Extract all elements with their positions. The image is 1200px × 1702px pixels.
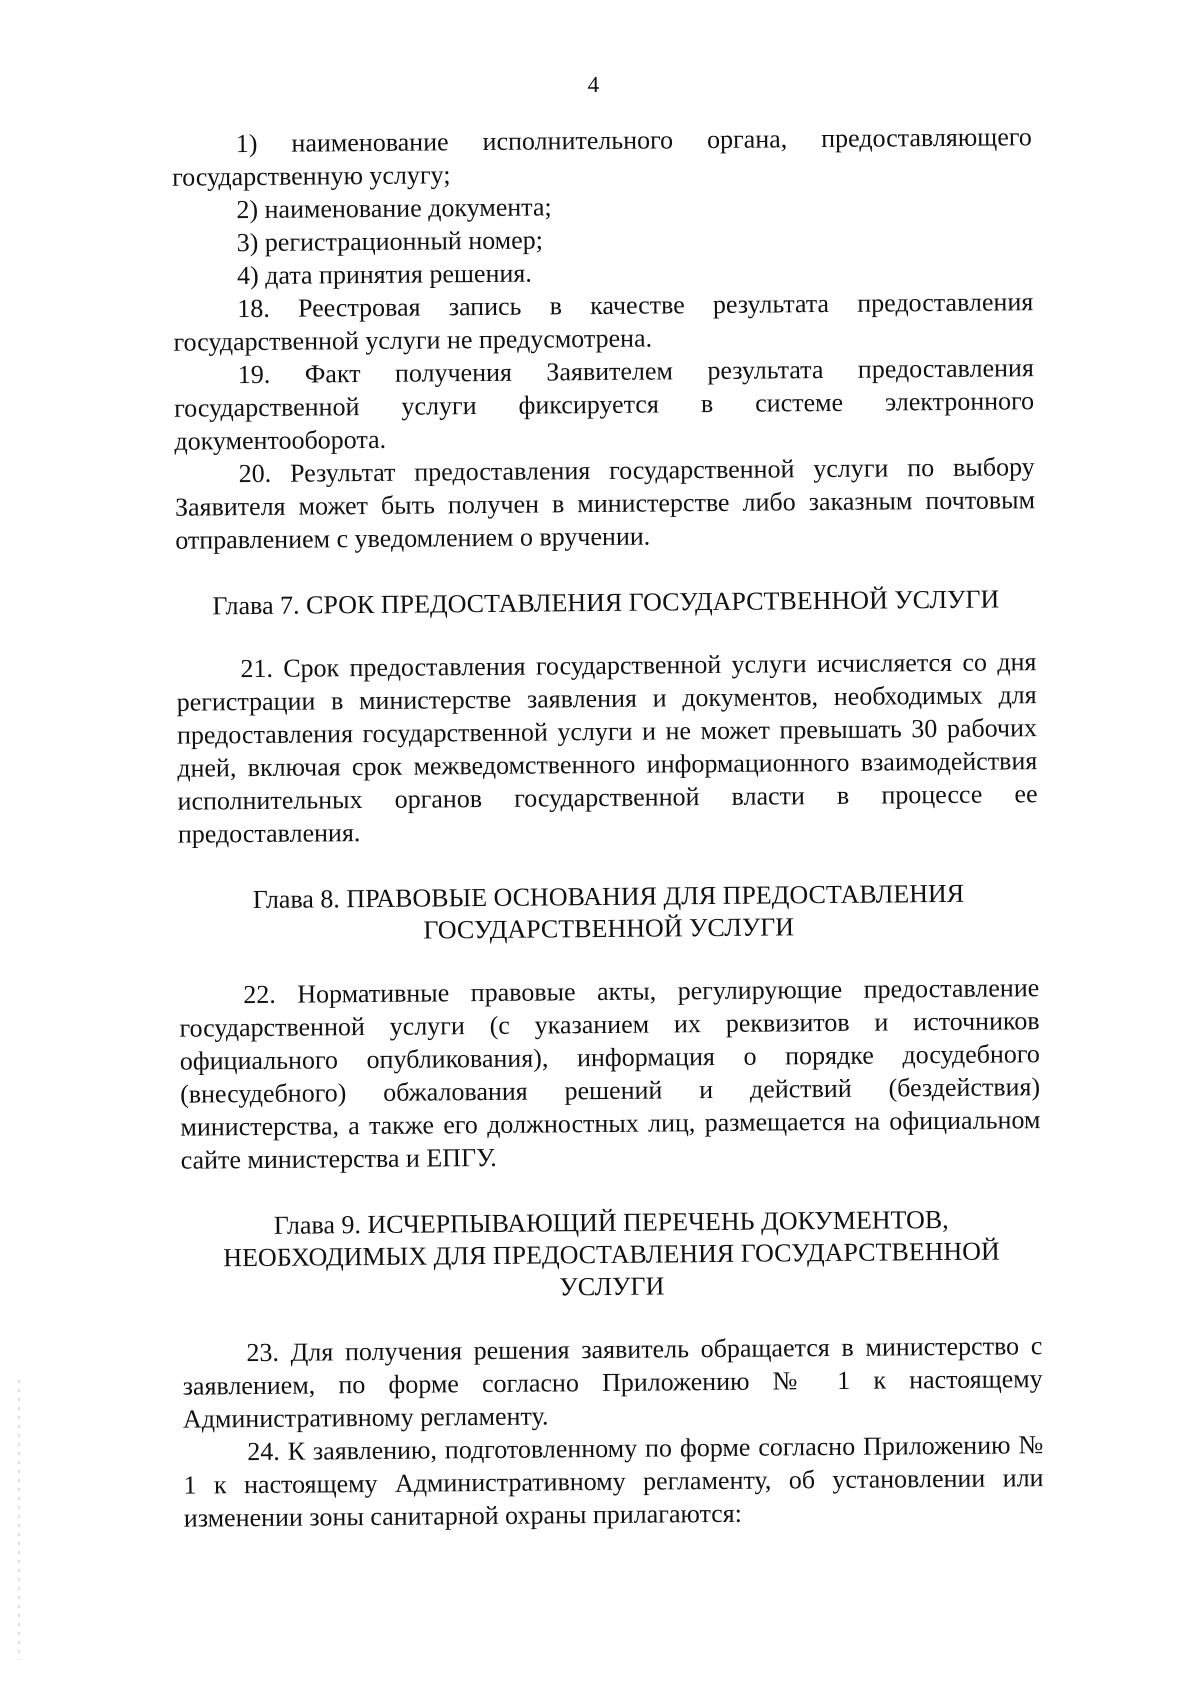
paragraph-19: 19. Факт получения Заявителем результата предоставления государственной услуги фиксируется в системе электронного документооборота. xyxy=(174,353,1035,456)
paragraph-23: 23. Для получения решения заявитель обращается в министерство с заявлением, по форме согласно Приложению № 1 к настоящему Административному регламенту. xyxy=(182,1331,1043,1434)
chapter-8-title-line-1: Глава 8. ПРАВОВЫЕ ОСНОВАНИЯ ДЛЯ ПРЕДОСТАВЛЕНИЯ xyxy=(252,878,965,915)
chapter-8-title-line-2: ГОСУДАРСТВЕННОЙ УСЛУГИ xyxy=(423,912,795,945)
paragraph-20: 20. Результат предоставления государственной услуги по выбору Заявителя может быть получен в министерстве либо заказным почтовым отправлением с уведомлением о вручении. xyxy=(174,452,1036,555)
paragraph-item-4: 4) дата принятия решения. xyxy=(236,258,532,291)
scan-edge-mark xyxy=(18,1380,20,1660)
document-body xyxy=(172,120,1044,1534)
chapter-7-title-line: Глава 7. СРОК ПРЕДОСТАВЛЕНИЯ ГОСУДАРСТВЕННОЙ УСЛУГИ xyxy=(212,584,1000,621)
paragraph-18: 18. Реестровая запись в качестве результата предоставления государственной услуги не предусмотрена. xyxy=(173,287,1034,357)
paragraph-22: 22. Нормативные правовые акты, регулирующие предоставление государственной услуги (с указанием их реквизитов и источников официального опубликования), информация о порядке досудебного (внесудебного) обжалования решений и действий (бездействия) министерства, а также его должностных лиц, размещается на официальном сайте министерства и ЕПГУ. xyxy=(179,973,1041,1175)
chapter-8-title xyxy=(178,877,1039,949)
chapter-9-title-line-1: Глава 9. ИСЧЕРПЫВАЮЩИЙ ПЕРЕЧЕНЬ ДОКУМЕНТОВ, xyxy=(273,1204,949,1240)
chapter-9-title xyxy=(181,1203,1042,1307)
page-number: 4 xyxy=(587,71,600,98)
paragraph-item-1: 1) наименование исполнительного органа, предоставляющего государственную услугу; xyxy=(172,122,1032,192)
paragraph-24: 24. К заявлению, подготовленному по форме согласно Приложению № 1 к настоящему Административному регламенту, об установлении или изменении зоны санитарной охраны прилагаются: xyxy=(183,1430,1044,1533)
paragraph-21: 21. Срок предоставления государственной услуги исчисляется со дня регистрации в министерстве заявления и документов, необходимых для предоставления государственной услуги и не может превышать 30 рабочих дней, включая срок межведомственного информационного взаимодействия исполнительных органов государственной власти в процессе ее предоставления. xyxy=(176,647,1038,849)
chapter-9-title-line-3: УСЛУГИ xyxy=(559,1271,665,1302)
chapter-9-title-line-2: НЕОБХОДИМЫХ ДЛЯ ПРЕДОСТАВЛЕНИЯ ГОСУДАРСТВЕННОЙ xyxy=(223,1236,1000,1273)
paragraph-item-2: 2) наименование документа; xyxy=(236,192,552,225)
paragraph-item-3: 3) регистрационный номер; xyxy=(236,225,544,258)
